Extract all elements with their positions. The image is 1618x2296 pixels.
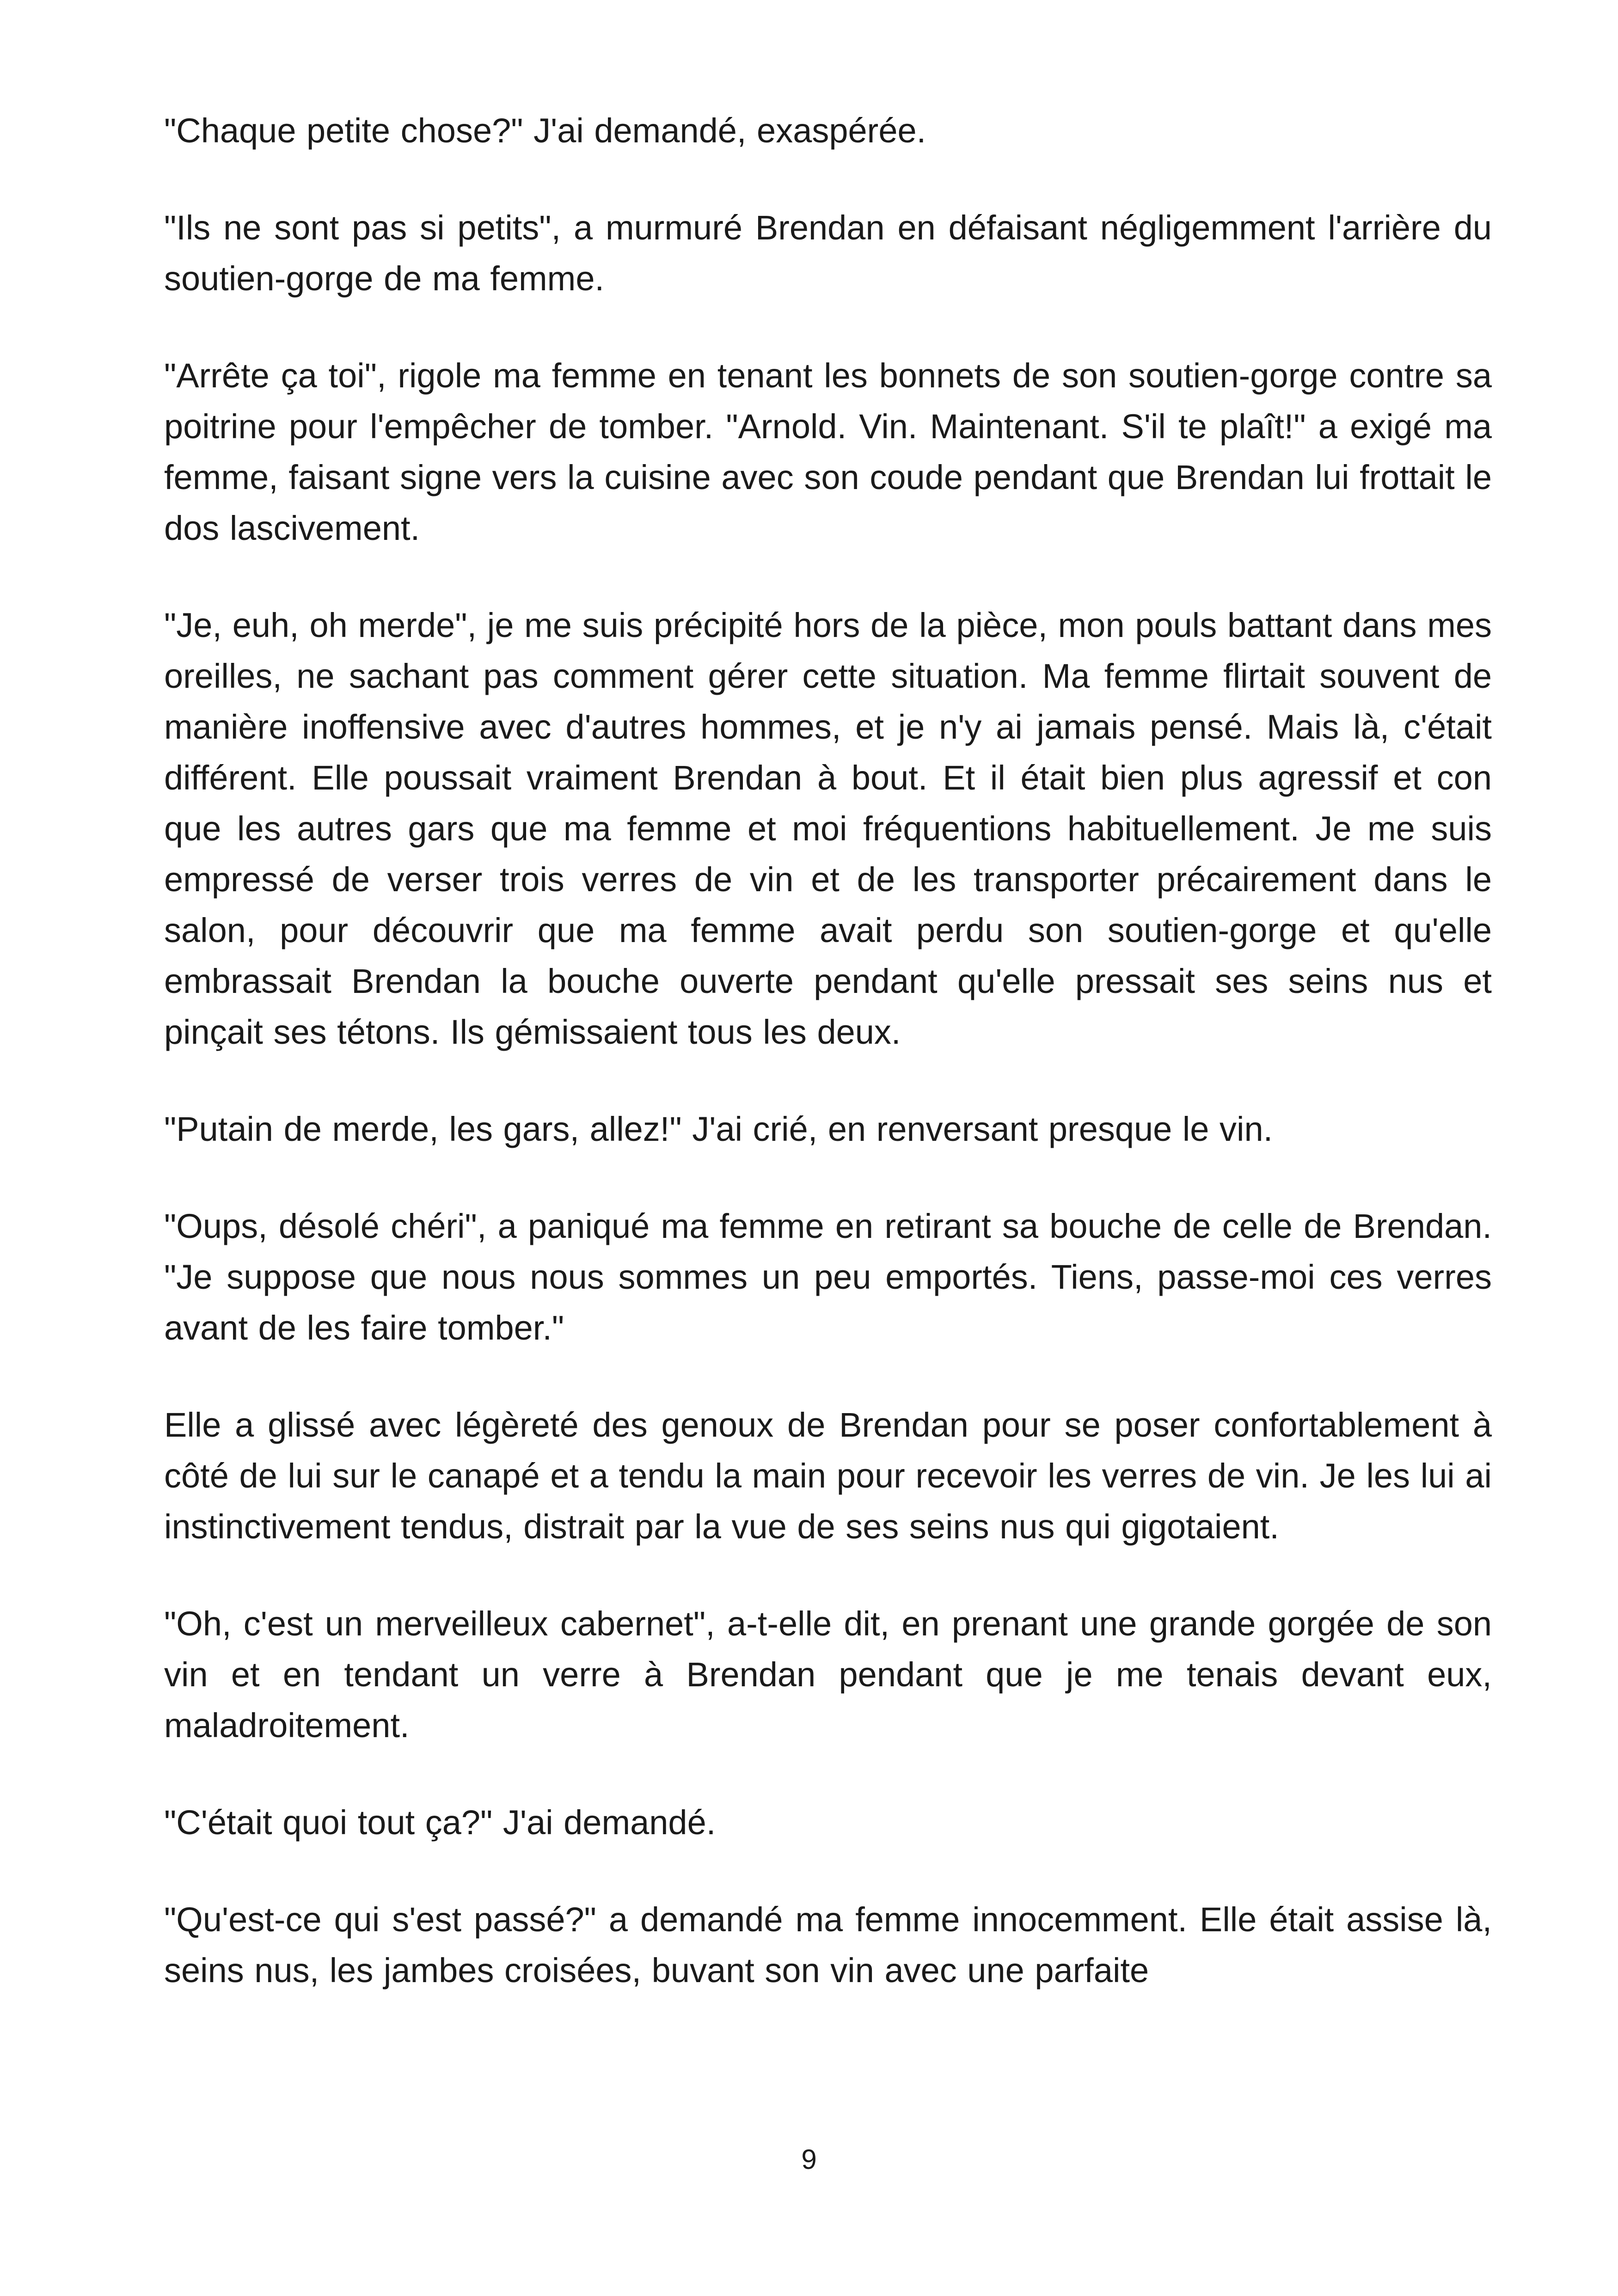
paragraph: "Je, euh, oh merde", je me suis précipité hors de la pièce, mon pouls battant dans mes oreilles, ne sachant pas comment gérer cette situation. Ma femme flirtait souvent de manière inoffensive avec d'autres hommes, et je n'y ai jamais pensé. Mais là, c'était différent. Elle poussait vraiment Brendan à bout. Et il était bien plus agressif et con que les autres gars que ma femme et moi fréquentions habituellement. Je me suis empressé de verser trois verres de vin et de les transporter précairement dans le salon, pour découvrir que ma femme avait perdu son soutien-gorge et qu'elle embrassait Brendan la bouche ouverte pendant qu'elle pressait ses seins nus et pinçait ses tétons. Ils gémissaient tous les deux. (164, 606, 1492, 1051)
body-text (164, 105, 1492, 1996)
paragraph: "Putain de merde, les gars, allez!" J'ai crié, en renversant presque le vin. (164, 1110, 1273, 1148)
paragraph: "C'était quoi tout ça?" J'ai demandé. (164, 1803, 716, 1842)
paragraph: "Ils ne sont pas si petits", a murmuré Brendan en défaisant négligemment l'arrière du soutien-gorge de ma femme. (164, 208, 1492, 298)
paragraph: "Arrête ça toi", rigole ma femme en tenant les bonnets de son soutien-gorge contre sa poitrine pour l'empêcher de tomber. "Arnold. Vin. Maintenant. S'il te plaît!" a exigé ma femme, faisant signe vers la cuisine avec son coude pendant que Brendan lui frottait le dos lascivement. (164, 356, 1492, 547)
paragraph: "Chaque petite chose?" J'ai demandé, exaspérée. (164, 111, 926, 150)
paragraph: "Oh, c'est un merveilleux cabernet", a-t-elle dit, en prenant une grande gorgée de son vin et en tendant un verre à Brendan pendant que je me tenais devant eux, maladroitement. (164, 1604, 1492, 1745)
paragraph: "Qu'est-ce qui s'est passé?" a demandé ma femme innocemment. Elle était assise là, seins nus, les jambes croisées, buvant son vin avec une parfaite (164, 1900, 1492, 1990)
page-number: 9 (801, 2144, 817, 2175)
paragraph: "Oups, désolé chéri", a paniqué ma femme en retirant sa bouche de celle de Brendan. "Je suppose que nous nous sommes un peu emportés. Tiens, passe-moi ces verres avant de les faire tomber." (164, 1207, 1492, 1347)
paragraph: Elle a glissé avec légèreté des genoux de Brendan pour se poser confortablement à côté de lui sur le canapé et a tendu la main pour recevoir les verres de vin. Je les lui ai instinctivement tendus, distrait par la vue de ses seins nus qui gigotaient. (164, 1406, 1492, 1546)
